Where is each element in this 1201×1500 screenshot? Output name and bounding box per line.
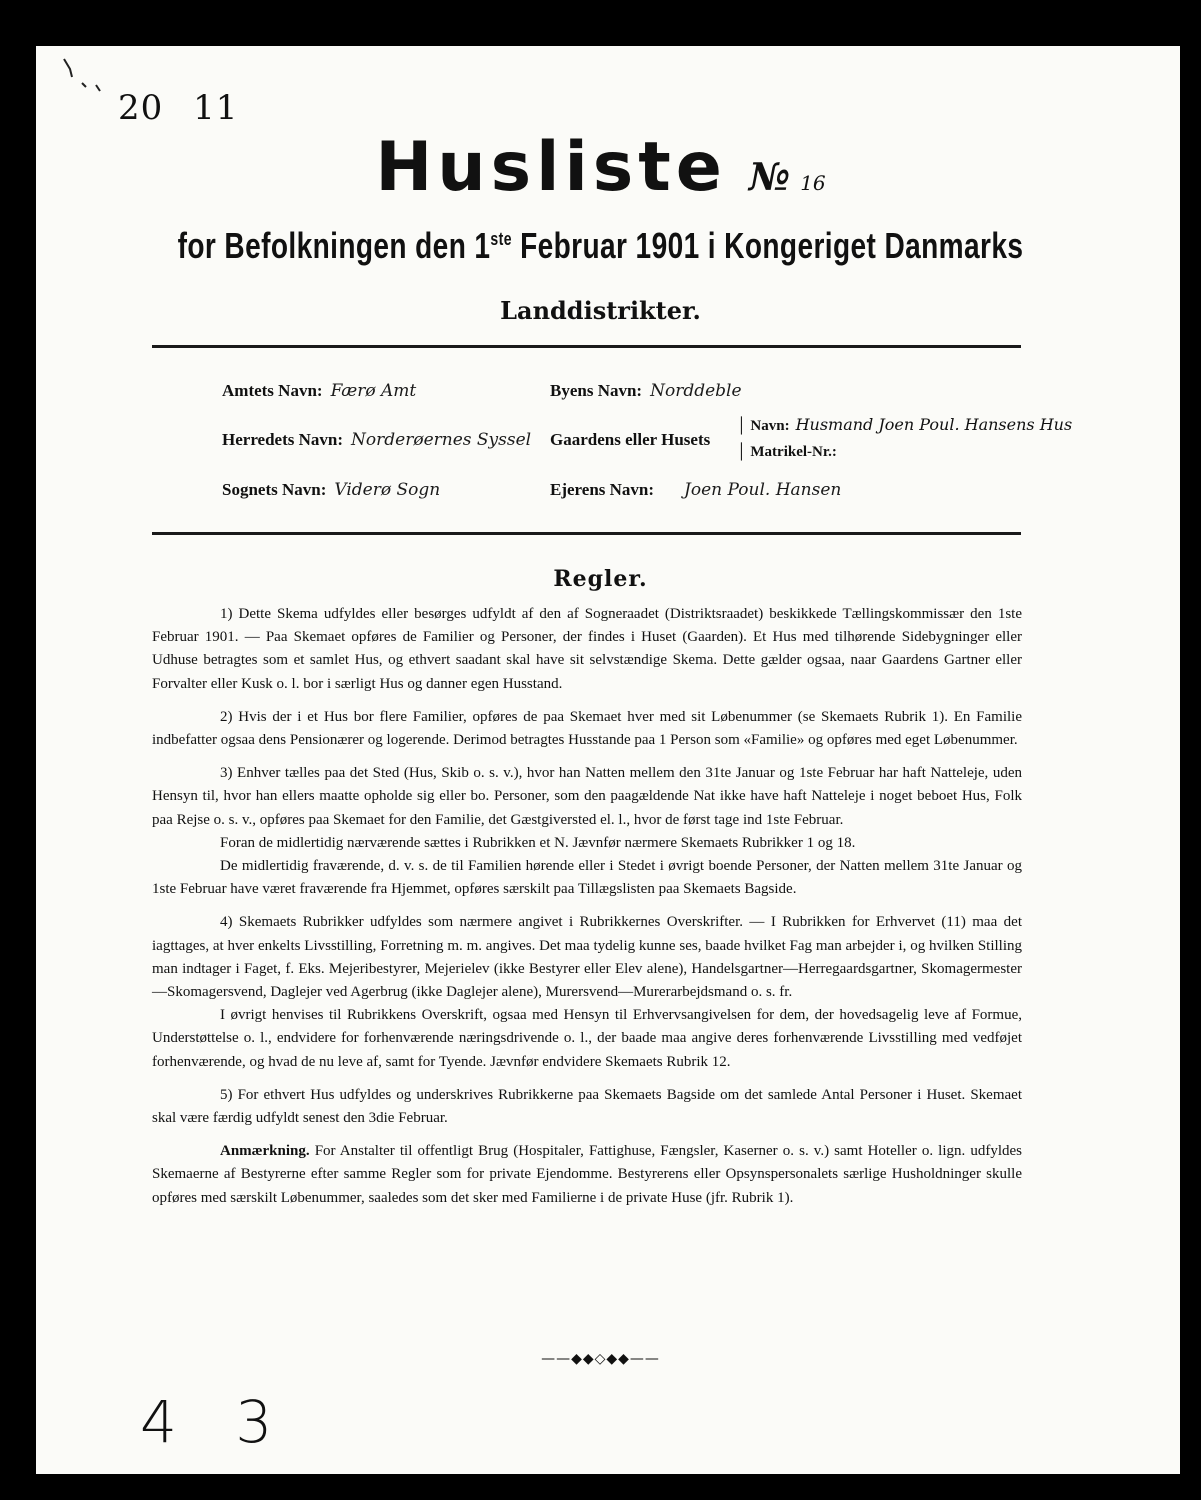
subtitle	[132, 225, 1069, 267]
title-row	[0, 128, 1201, 207]
byens-label: Byens Navn:	[550, 381, 643, 400]
rule-3a: 3) Enhver tælles paa det Sted (Hus, Skib o. s. v.), hvor han Natten mellem den 31te Januar og 1ste Februar har haft Natteleje, uden Hensyn til, hvor han ellers maatte opholde sig eller bo. Personer, som den paagældende Nat ikke have haft Natteleje i noget beboet Hus, Folk paa Rejse o. s. v., opføres paa Skemaet for den Familie, det Gæstgiversted el. l., hvor de først tage ind 1ste Februar.	[152, 765, 1022, 828]
field-sogn	[222, 480, 440, 500]
corner-pen-marks	[60, 55, 110, 95]
rule-3c: De midlertidig fraværende, d. v. s. de til Familien hørende eller i Stedet i øvrigt boende Personer, der Natten mellem 31te Januar og 1ste Februar have været fraværende fra Hjemmet, opføres særskilt paa Tillægslisten paa Skemaets Bagside.	[152, 858, 1022, 898]
annotation-label: Anmærkning.	[220, 1143, 310, 1160]
sogn-label: Sognets Navn:	[222, 480, 327, 499]
gaard-navn-value: Husmand Joen Poul. Hansens Hus	[795, 415, 1073, 434]
herred-value: Norderøernes Syssel	[351, 430, 532, 450]
rule-3b: Foran de midlertidig nærværende sættes i Rubrikken et N. Jævnfør nærmere Skemaets Rubrikker 1 og 18.	[220, 834, 856, 851]
rules-body	[152, 603, 1022, 1220]
subtitle-pre: for Befolkningen den 1	[177, 225, 491, 266]
annotation	[152, 1140, 1022, 1210]
sogn-value: Viderø Sogn	[334, 480, 441, 500]
list-number: 16	[800, 171, 826, 195]
top-divider	[152, 345, 1021, 348]
matrikel-label: Matrikel-Nr.:	[750, 444, 837, 460]
middle-divider	[152, 532, 1021, 535]
rule-5: 5) For ethvert Hus udfyldes og underskrives Rubrikkerne paa Skemaets Bagside om det samlede Antal Personer i Huset. Skemaet skal være færdig udfyldt senest den 3die Februar.	[152, 1086, 1022, 1127]
rule-4b: I øvrigt henvises til Rubrikkens Overskrift, ogsaa med Hensyn til Erhvervsangivelsen for dem, der hovedsagelig leve af Formue, Understøttelse o. l., endvidere for forhenværende næringsdrivende o. l., der baade maa angive deres forhenværende Livsstilling med vedføjet forhenværende, og hvad de nu leve af, samt for Tyende. Jævnfør endvidere Skemaets Rubrik 12.	[152, 1007, 1022, 1070]
field-ejer	[550, 480, 841, 500]
bottom-handwritten-numbers: 4 3	[140, 1388, 273, 1456]
subtitle-sup: ste	[490, 229, 512, 249]
amt-label: Amtets Navn:	[222, 381, 323, 400]
districts-heading: Landdistrikter.	[500, 296, 701, 325]
archive-reference-number: 20 11	[118, 88, 239, 128]
number-sign: №	[748, 154, 791, 199]
field-byens	[550, 381, 742, 401]
byens-value: Norddeble	[650, 381, 742, 401]
rules-heading: Regler.	[553, 566, 648, 592]
field-amt	[222, 381, 416, 401]
ejer-value: Joen Poul. Hansen	[684, 480, 842, 500]
rule-4a: 4) Skemaets Rubrikker udfyldes som nærmere angivet i Rubrikkernes Overskrifter. — I Rubrikken for Erhvervet (11) maa det iagttages, at hver enkelts Livsstilling, Forretning m. m. angives. Det maa tydelig kunne ses, baade hvilket Fag man arbejder i, og hvilken Stilling man indtager i Faget, f. Eks. Mejeribestyrer, Mejerielev (ikke Bestyrer eller Elev alene), Handelsgartner—Herregaardsgartner, Skomagermester—Skomagersvend, Daglejer ved Agerbrug (ikke Daglejer alene), Murersvend—Murerarbejdsmand o. s. fr.	[152, 914, 1022, 1001]
gaard-navn-label: Navn:	[750, 418, 790, 434]
herred-label: Herredets Navn:	[222, 430, 344, 449]
gaard-navn: │ Navn: Husmand Joen Poul. Hansens Hus	[736, 415, 1073, 434]
gaard-matrikel: │ Matrikel-Nr.:	[736, 444, 837, 460]
ejer-label: Ejerens Navn:	[550, 480, 655, 499]
subtitle-post: Februar 1901 i Kongeriget Danmarks	[511, 225, 1024, 266]
field-gaard	[550, 430, 710, 450]
page-title: Husliste	[375, 128, 727, 207]
field-herred	[222, 430, 531, 450]
closing-ornament: ——◆◆◇◆◆——	[541, 1351, 660, 1367]
rule-1: 1) Dette Skema udfyldes eller besørges udfyldt af den af Sogneraadet (Distriktsraadet) beskikkede Tællingskommissær den 1ste Februar 1901. — Paa Skemaet opføres de Familier og Personer, der findes i Huset (Gaarden). Et Hus med tilhørende Sidebygninger eller Udhuse betragtes som et samlet Hus, og ethvert saadant skal have sit selvstændige Skema. Dette gælder ogsaa, naar Gaardens Gartner eller Forvalter eller Kusk o. l. bor i særligt Hus og danner egen Husstand.	[152, 606, 1022, 692]
annotation-text: For Anstalter til offentligt Brug (Hospitaler, Fattighuse, Fængsler, Kaserner o. s. v.) samt Hoteller o. lign. udfyldes Skemaerne af Bestyrerne efter samme Regler som for private Ejendomme. Bestyrerens eller Opsynspersonalets særlige Husholdninger skulle opføres med særskilt Løbenummer, saaledes som det sker med Familierne i de private Huse (jfr. Rubrik 1).	[152, 1143, 1022, 1206]
gaard-label: Gaardens eller Husets	[550, 430, 711, 449]
rule-2: 2) Hvis der i et Hus bor flere Familier, opføres de paa Skemaet hver med sit Løbenummer (se Skemaets Rubrik 1). En Familie indbefatter ogsaa dens Pensionærer og logerende. Derimod betragtes Husstande paa 1 Person som «Familie» og opføres med eget Løbenummer.	[152, 708, 1022, 749]
amt-value: Færø Amt	[330, 381, 417, 401]
